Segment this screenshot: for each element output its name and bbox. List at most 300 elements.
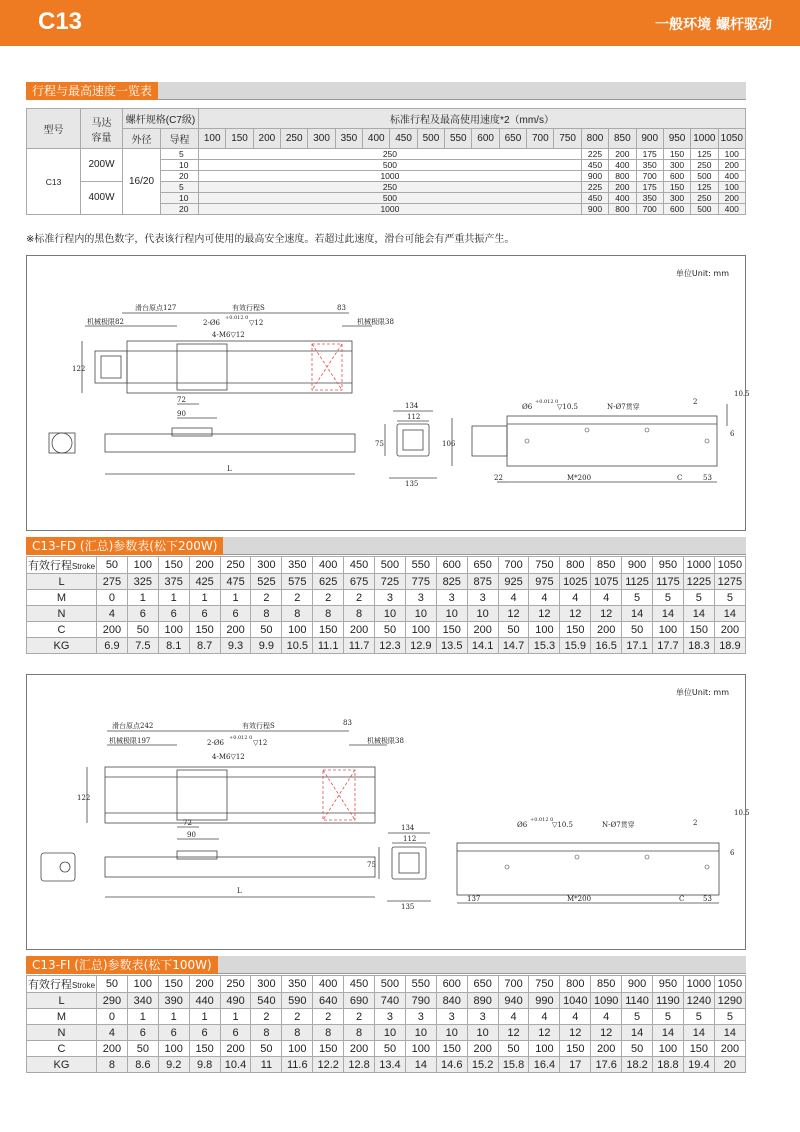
table_fi-value: 50 [375,1041,406,1057]
table_fd-stroke: 750 [529,557,560,574]
speed-tail-value: 450 [581,160,608,171]
fi-side-body [105,857,375,877]
table_fi-label: L [27,993,97,1009]
table_fi-stroke: 850 [591,976,622,993]
table_fi-value: 11.6 [282,1057,313,1073]
fd-side-body [105,434,355,452]
table_fd-value: 14.7 [498,638,529,654]
fd-dim-2: 2 [693,398,698,406]
speed-lead: 20 [161,204,199,215]
fi-hole-label: 2-Ø6 [207,739,225,747]
table_fi-value: 14 [653,1025,684,1041]
table_fi-value: 100 [282,1041,313,1057]
table_fi-value: 490 [220,993,251,1009]
fd-rhole-tol: +0.012 0 [535,399,559,405]
table_fd-stroke: 50 [97,557,128,574]
table_fd-value: 1275 [714,574,745,590]
speed-tail-value: 450 [581,193,608,204]
table_fi-value: 2 [251,1009,282,1025]
speed-stroke-head: 200 [253,129,280,149]
table_fd-value: 12.9 [405,638,436,654]
table_fi-value: 13.4 [375,1057,406,1073]
speed-h-motor-1: 马达 [91,117,112,129]
table_fd-stroke: 600 [436,557,467,574]
table_fd-value: 200 [714,622,745,638]
table_fi-value: 100 [405,1041,436,1057]
speed-tail-value: 175 [636,149,663,160]
fi-mech-right: 机械极限38 [367,737,404,745]
speed-tail-value: 300 [663,193,690,204]
table_fd-stroke: 300 [251,557,282,574]
table_fi-value: 8 [97,1057,128,1073]
speed-stroke-head: 1000 [691,129,718,149]
speed-stroke-head: 450 [390,129,417,149]
table_fi-value: 6 [220,1025,251,1041]
table_fi-value: 12 [591,1025,622,1041]
table_fd-stroke: 650 [467,557,498,574]
table_fi-stroke: 1000 [683,976,714,993]
speed-section-bar [26,82,746,100]
table_fi-value: 1 [189,1009,220,1025]
speed-tail-value: 600 [663,204,690,215]
table_fi-value: 150 [189,1041,220,1057]
table_fd-value: 3 [405,590,436,606]
speed-tail-value: 400 [718,204,745,215]
speed-tail-value: 175 [636,182,663,193]
table_fi-value: 690 [344,993,375,1009]
table_fi-value: 1 [158,1009,189,1025]
fi-dim-134: 134 [401,824,415,832]
category-title: 一般环境 螺杆驱动 [655,17,772,33]
fd-hole-tol: +0.012 0 [225,315,249,321]
table_fd-value: 1225 [683,574,714,590]
speed-lead: 5 [161,182,199,193]
table_fi-stroke: 200 [189,976,220,993]
table_fi-value: 840 [436,993,467,1009]
speed-tail-value: 150 [663,149,690,160]
speed-stroke-head: 350 [335,129,362,149]
fd-dim-22: 22 [494,474,503,482]
table_fi-row-m [27,1009,746,1025]
table_fd-value: 1 [220,590,251,606]
speed-od: 16/20 [123,149,161,215]
table_fi-value: 2 [344,1009,375,1025]
table_fi-stroke: 150 [158,976,189,993]
table_fi-value: 740 [375,993,406,1009]
table_fi-row-head-small: Stroke [71,981,96,990]
table_fi-value: 200 [220,1041,251,1057]
table_fd-value: 5 [683,590,714,606]
fd-right-view [507,416,717,466]
table_fi-stroke: 900 [622,976,653,993]
table_fi-value: 150 [436,1041,467,1057]
speed-tail-value: 900 [581,204,608,215]
table_fd-value: 14.1 [467,638,498,654]
table_fi-value: 14 [683,1025,714,1041]
table_fi-value: 20 [714,1057,745,1073]
table_fd-value: 1175 [653,574,684,590]
speed-tail-value: 200 [718,160,745,171]
fd-dim-6: 6 [730,430,735,438]
table_fd-label: KG [27,638,97,654]
table_fi-value: 5 [683,1009,714,1025]
table_fi-value: 1040 [560,993,591,1009]
table_fd-value: 150 [313,622,344,638]
speed-h-screw: 螺杆规格(C7级) [123,109,199,129]
table_fi-stroke: 650 [467,976,498,993]
table_fi-value: 3 [436,1009,467,1025]
table_fd-value: 525 [251,574,282,590]
table_fi-row-head-text: 有效行程 [27,979,72,991]
fi-dim-135: 135 [401,903,415,911]
fi-dim-M: M*200 [567,895,592,903]
table_fd-stroke: 700 [498,557,529,574]
table_fd-value: 425 [189,574,220,590]
table_fi-value: 150 [313,1041,344,1057]
table_fd-stroke: 550 [405,557,436,574]
table_fi-stroke: 400 [313,976,344,993]
fi-dim-2: 2 [693,819,698,827]
fi-dim-53: 53 [703,895,712,903]
table_fi-value: 1290 [714,993,745,1009]
table_fi-label: N [27,1025,97,1041]
table_fd-value: 2 [282,590,313,606]
table_fi-stroke: 100 [127,976,158,993]
table_fd-value: 1 [127,590,158,606]
table_fi-label: M [27,1009,97,1025]
fd-dim-75: 75 [375,440,384,448]
table_fi-value: 6 [127,1025,158,1041]
speed-stroke-head: 750 [554,129,581,149]
speed-base: 1000 [199,204,582,215]
table_fd-value: 13.5 [436,638,467,654]
table_fd-stroke: 250 [220,557,251,574]
table_fd-value: 17.1 [622,638,653,654]
fi-rhole-label: Ø6 [517,821,528,829]
table_fd-value: 200 [591,622,622,638]
fd-dim-72: 72 [177,396,186,404]
table_fd-value: 5 [653,590,684,606]
table_fd-stroke: 500 [375,557,406,574]
speed-stroke-head: 950 [663,129,690,149]
speed-stroke-head: 850 [609,129,636,149]
table_fi-value: 10 [405,1025,436,1041]
table_fd-row-c [27,622,746,638]
table_fi-value: 5 [653,1009,684,1025]
table_fd-value: 725 [375,574,406,590]
table_fd-value: 2 [251,590,282,606]
table_fd-value: 775 [405,574,436,590]
speed-tail-value: 700 [636,171,663,182]
table_fd-value: 5 [622,590,653,606]
fi-param-table [26,975,746,1073]
table_fd-value: 1025 [560,574,591,590]
table_fd-value: 8.1 [158,638,189,654]
fi-table-title: C13-FI (汇总)参数表(松下100W) [26,956,218,974]
speed-base: 250 [199,182,582,193]
table_fd-stroke: 800 [560,557,591,574]
fi-dim-72: 72 [183,819,192,827]
table_fi-stroke: 1050 [714,976,745,993]
table_fd-row-kg [27,638,746,654]
table_fd-value: 200 [97,622,128,638]
table_fi-stroke: 250 [220,976,251,993]
table_fd-value: 17.7 [653,638,684,654]
table_fi-stroke: 50 [97,976,128,993]
speed-tail-value: 125 [691,149,718,160]
table_fi-value: 3 [375,1009,406,1025]
table_fd-value: 375 [158,574,189,590]
table_fi-value: 150 [560,1041,591,1057]
fi-rhole-depth: ▽10.5 [552,821,573,829]
table_fd-value: 275 [97,574,128,590]
fd-table-title: C13-FD (汇总)参数表(松下200W) [26,537,223,555]
speed-tail-value: 500 [691,204,718,215]
table_fd-row-head-text: 有效行程 [27,560,72,572]
speed-h-speed: 标准行程及最高使用速度*2（mm/s） [199,109,746,129]
table_fi-value: 890 [467,993,498,1009]
fd-dim-106: 106 [442,440,456,448]
speed-tail-value: 400 [609,160,636,171]
table_fd-value: 12 [591,606,622,622]
table_fi-value: 14 [405,1057,436,1073]
speed-tail-value: 800 [609,204,636,215]
table_fi-value: 12 [498,1025,529,1041]
table_fi-value: 8 [282,1025,313,1041]
table_fi-stroke: 750 [529,976,560,993]
speed-stroke-head: 500 [417,129,444,149]
table_fi-stroke: 500 [375,976,406,993]
fd-tap-label: 4-M6▽12 [212,331,245,339]
table_fd-label: M [27,590,97,606]
table_fd-stroke: 100 [127,557,158,574]
table_fi-value: 100 [653,1041,684,1057]
model-title: C13 [38,8,83,35]
table_fd-stroke: 450 [344,557,375,574]
table_fd-value: 15.9 [560,638,591,654]
table_fd-value: 10 [375,606,406,622]
speed-stroke-head: 550 [445,129,472,149]
table_fd-stroke: 900 [622,557,653,574]
table_fd-stroke: 400 [313,557,344,574]
table_fi-value: 200 [591,1041,622,1057]
fi-mech-left: 机械极限197 [109,737,151,745]
table_fi-stroke: 350 [282,976,313,993]
table_fi-value: 4 [560,1009,591,1025]
fi-dim-90: 90 [187,831,196,839]
table_fd-value: 100 [405,622,436,638]
table_fd-value: 625 [313,574,344,590]
table_fd-value: 50 [375,622,406,638]
table_fi-value: 590 [282,993,313,1009]
fd-dim-122: 122 [72,365,86,373]
speed-h-model: 型号 [27,109,81,149]
speed-stroke-head: 650 [499,129,526,149]
fd-param-table [26,556,746,654]
fd-dim-10-5: 10.5 [734,390,750,398]
table_fi-value: 4 [529,1009,560,1025]
fi-stroke-label: 有效行程S [242,722,275,730]
speed-tail-value: 400 [609,193,636,204]
speed-tail-value: 300 [663,160,690,171]
speed-base: 500 [199,193,582,204]
table_fd-row-m [27,590,746,606]
fi-dim-112: 112 [403,835,417,843]
fd-dim-134: 134 [405,402,419,410]
table_fd-value: 10 [436,606,467,622]
table_fi-value: 6 [158,1025,189,1041]
table_fd-stroke: 350 [282,557,313,574]
table_fd-value: 10.5 [282,638,313,654]
table_fi-value: 14 [714,1025,745,1041]
table_fd-value: 8 [251,606,282,622]
table_fd-value: 12.3 [375,638,406,654]
table_fd-value: 325 [127,574,158,590]
table_fi-value: 3 [467,1009,498,1025]
speed-stroke-head: 1050 [718,129,745,149]
table_fd-value: 11.7 [344,638,375,654]
speed-stroke-head: 300 [308,129,335,149]
table_fi-value: 12.2 [313,1057,344,1073]
fi-end-view [392,847,426,879]
speed-tail-value: 150 [663,182,690,193]
table_fd-value: 4 [560,590,591,606]
table_fd-value: 6 [127,606,158,622]
table_fd-value: 8 [282,606,313,622]
table_fi-value: 2 [282,1009,313,1025]
speed-header-row [27,109,746,129]
table_fd-value: 1 [189,590,220,606]
table_fi-value: 11 [251,1057,282,1073]
table_fi-label: C [27,1041,97,1057]
fi-hole-tol: +0.012 0 [229,735,253,741]
fd-dim-C: C [677,474,683,482]
table_fd-value: 1 [158,590,189,606]
table_fd-value: 14 [622,606,653,622]
table_fd-value: 975 [529,574,560,590]
speed-stroke-head: 250 [281,129,308,149]
speed-stroke-head: 900 [636,129,663,149]
fi-rthru-label: N-Ø7贯穿 [602,821,635,829]
fd-dim-L: L [227,465,232,473]
fi-origin-label: 滑台原点242 [112,722,154,730]
table_fi-value: 18.8 [653,1057,684,1073]
table_fi-stroke: 300 [251,976,282,993]
fd-dim-135: 135 [405,480,419,488]
fi-dim-83: 83 [343,719,352,727]
speed-stroke-head: 700 [527,129,554,149]
speed-tail-value: 900 [581,171,608,182]
table_fi-value: 16.4 [529,1057,560,1073]
table_fi-row-n [27,1025,746,1041]
speed-tail-value: 225 [581,149,608,160]
speed-tail-value: 250 [691,193,718,204]
table_fd-label: N [27,606,97,622]
table_fd-stroke: 200 [189,557,220,574]
table_fd-value: 50 [622,622,653,638]
fi-dim-10-5: 10.5 [734,809,750,817]
drawing-fd-svg [27,256,750,532]
table_fd-value: 475 [220,574,251,590]
table_fd-value: 11.1 [313,638,344,654]
fi-dim-75: 75 [367,861,376,869]
fd-origin-label: 滑台原点127 [135,304,177,312]
table_fi-label: KG [27,1057,97,1073]
table_fi-value: 50 [127,1041,158,1057]
table_fd-value: 15.3 [529,638,560,654]
speed-model: C13 [27,149,81,215]
fd-motor-end [52,433,72,453]
table_fi-value: 4 [591,1009,622,1025]
speed-h-motor-2: 容量 [91,132,112,144]
speed-tail-value: 800 [609,171,636,182]
table_fi-value: 1140 [622,993,653,1009]
speed-tail-value: 500 [691,171,718,182]
speed-note: ※标准行程内的黑色数字，代表该行程内可使用的最高安全速度。若超过此速度，滑台可能会有严重共振产生。 [26,234,515,245]
table_fi-stroke: 800 [560,976,591,993]
table_fi-value: 1240 [683,993,714,1009]
speed-tail-value: 200 [609,149,636,160]
table_fi-value: 18.2 [622,1057,653,1073]
dimension-drawing-fi [26,674,750,950]
speed-tail-value: 225 [581,182,608,193]
table_fd-value: 5 [714,590,745,606]
table_fd-value: 12 [498,606,529,622]
table_fd-value: 675 [344,574,375,590]
table_fi-value: 6 [189,1025,220,1041]
table_fi-value: 19.4 [683,1057,714,1073]
table_fi-value: 640 [313,993,344,1009]
table_fi-value: 0 [97,1009,128,1025]
table_fi-value: 100 [529,1041,560,1057]
table_fi-value: 4 [97,1025,128,1041]
table_fi-value: 14 [622,1025,653,1041]
table_fi-value: 8 [313,1025,344,1041]
table_fi-stroke: 950 [653,976,684,993]
table_fi-value: 50 [251,1041,282,1057]
table_fd-value: 4 [591,590,622,606]
table_fd-value: 6 [158,606,189,622]
table_fi-stroke: 600 [436,976,467,993]
table_fi-value: 12 [560,1025,591,1041]
table_fd-value: 50 [127,622,158,638]
table_fd-value: 200 [467,622,498,638]
table_fi-stroke: 450 [344,976,375,993]
table_fi-value: 10 [436,1025,467,1041]
table_fd-value: 150 [560,622,591,638]
speed-tail-value: 125 [691,182,718,193]
speed-stroke-head: 400 [363,129,390,149]
table_fd-row-head [27,557,97,574]
table_fd-value: 4 [498,590,529,606]
speed-data-row [27,149,746,160]
table_fd-value: 6 [220,606,251,622]
fd-stroke-label: 有效行程S [232,304,265,312]
table_fi-value: 200 [467,1041,498,1057]
table_fi-value: 440 [189,993,220,1009]
drawing-fi-svg [27,675,750,951]
unit-label: 单位Unit: mm [675,269,729,278]
table_fi-value: 8 [251,1025,282,1041]
table_fi-value: 4 [498,1009,529,1025]
table_fd-value: 14 [653,606,684,622]
table_fi-value: 1090 [591,993,622,1009]
speed-lead: 20 [161,171,199,182]
fi-dim-C: C [679,895,685,903]
table_fd-value: 3 [375,590,406,606]
speed-tail-value: 100 [718,149,745,160]
table_fd-value: 16.5 [591,638,622,654]
